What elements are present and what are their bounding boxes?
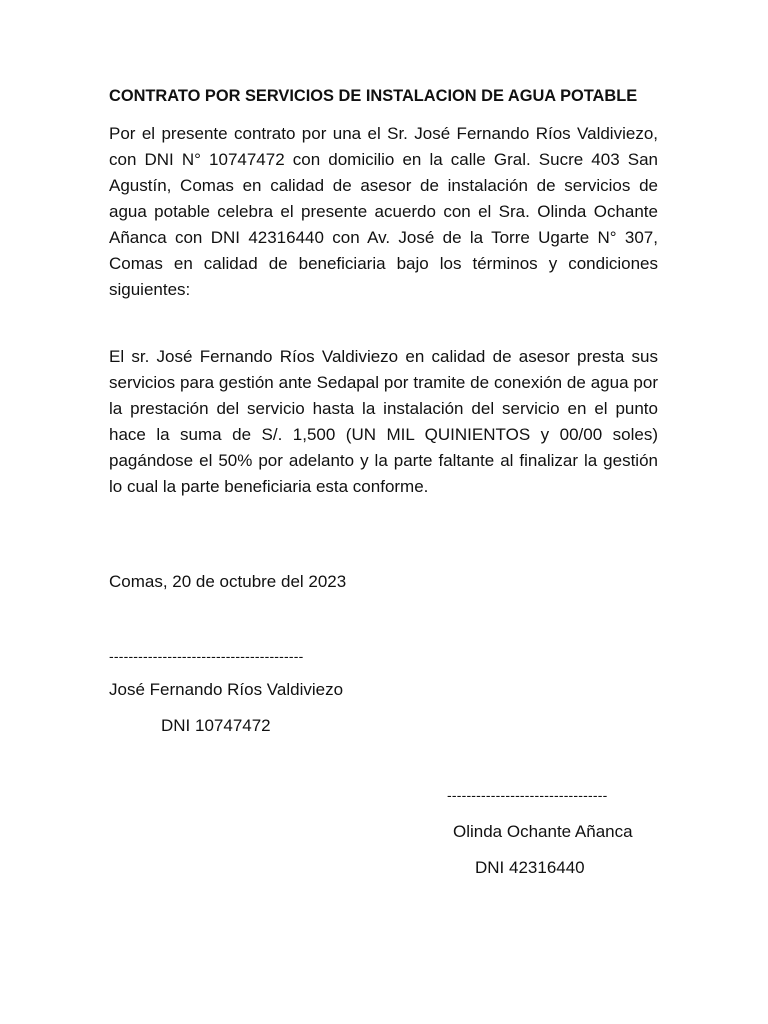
place-date: Comas, 20 de octubre del 2023 bbox=[109, 572, 347, 591]
contract-title: CONTRATO POR SERVICIOS DE INSTALACION DE AGUA POTABLE bbox=[109, 87, 638, 105]
signature-line-beneficiary: --------------------------------- bbox=[447, 787, 608, 803]
paragraph-parties: Por el presente contrato por una el Sr. José Fernando Ríos Valdiviezo, con DNI N° 10747472 con domicilio en la calle Gral. Sucre 403 San Agustín, Comas en calidad de asesor de instalación de servicios de agua potable celebra el presente acuerdo con el Sra. Olinda Ochante Añanca con DNI 42316440 con Av. José de la Torre Ugarte N° 307, Comas en calidad de beneficiaria bajo los términos y condiciones siguientes: bbox=[109, 124, 658, 299]
signature-name-beneficiary: Olinda Ochante Añanca bbox=[453, 822, 633, 841]
paragraph-terms: El sr. José Fernando Ríos Valdiviezo en calidad de asesor presta sus servicios para gestión ante Sedapal por tramite de conexión de agua por la prestación del servicio hasta la instalación del servicio en el punto hace la suma de S/. 1,500 (UN MIL QUINIENTOS y 00/00 soles) pagándose el 50% por adelanto y la parte faltante al finalizar la gestión lo cual la parte beneficiaria esta conforme. bbox=[109, 347, 658, 496]
signature-line-advisor: ---------------------------------------- bbox=[109, 648, 304, 664]
signature-dni-beneficiary: DNI 42316440 bbox=[475, 858, 585, 877]
signature-dni-advisor: DNI 10747472 bbox=[161, 716, 271, 735]
signature-name-advisor: José Fernando Ríos Valdiviezo bbox=[109, 680, 344, 699]
